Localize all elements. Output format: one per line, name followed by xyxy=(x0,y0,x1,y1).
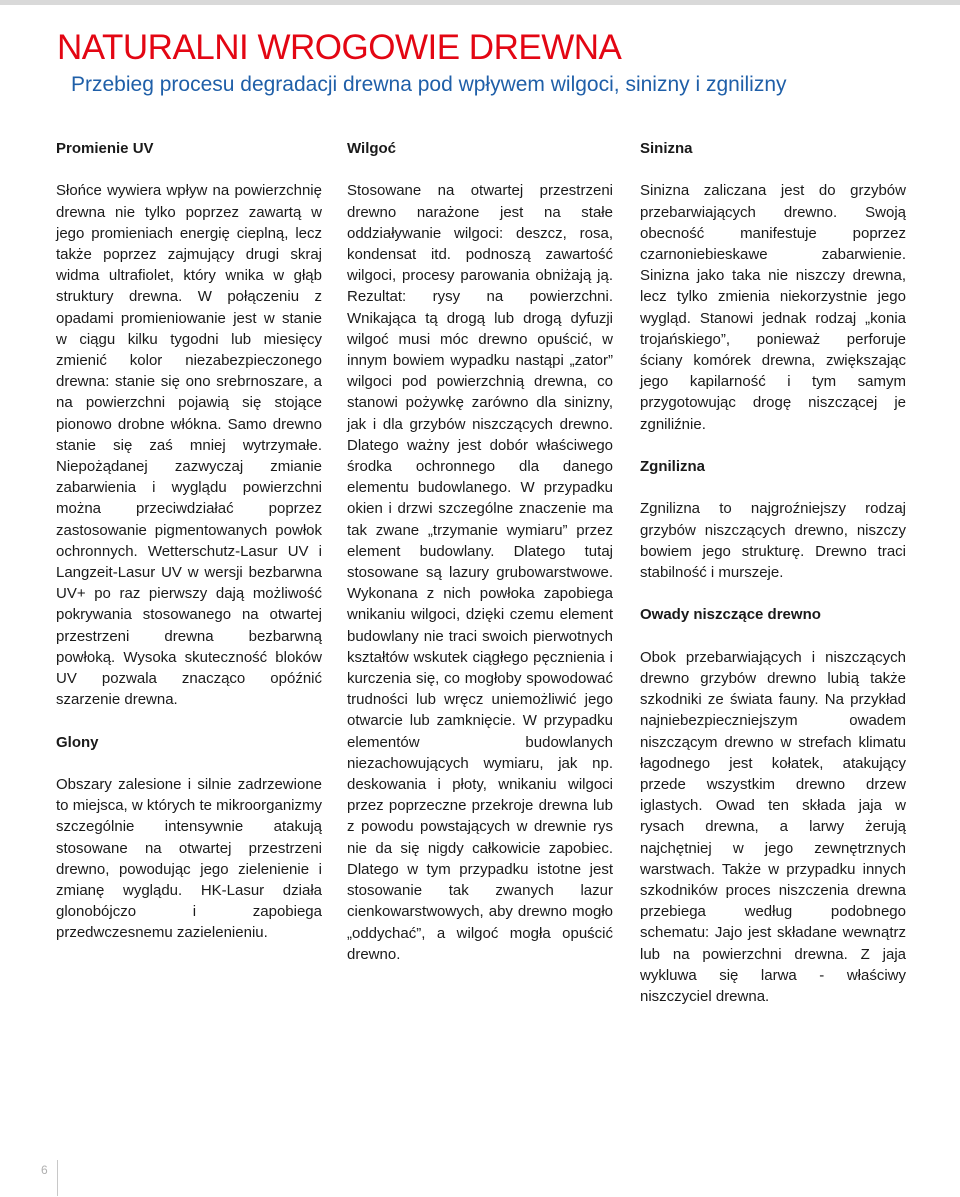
paragraph-zgnilizna: Zgnilizna to najgroźniejszy rodzaj grzybów niszczących drewno, niszczy bowiem jego strukturę. Drewno traci stabilność i murszeje. xyxy=(640,500,906,582)
page-subtitle: Przebieg procesu degradacji drewna pod wpływem wilgoci, sinizny i zgnilizny xyxy=(71,73,787,96)
heading-glony: Glony xyxy=(56,733,99,751)
heading-sinizna: Sinizna xyxy=(640,140,693,157)
paragraph-owady: Obok przebarwiających i niszczących drewno grzybów drewno lubią także szkodniki ze świata fauny. Na przykład najniebezpieczniejszym owadem niszczącym drewno w strefach klimatu łagodnego jest kołatek, atakujący przede wszystkim drewno drzew iglastych. Owad ten składa jaja w rysach drewna, a larwy żerują najchętniej w jego zewnętrznych warstwach. Także w przypadku innych szkodników proces niszczenia drewna przebiega według podobnego schematu: Jajo jest składane wewnątrz lub na powierzchni drewna. Z jaja wykluwa się larwa - właściwy niszczyciel drewna. xyxy=(640,648,906,1006)
heading-owady: Owady niszczące drewno xyxy=(640,606,821,624)
column-2 xyxy=(347,138,613,986)
paragraph-uv: Słońce wywiera wpływ na powierzchnię drewna nie tylko poprzez zawartą w jego promieniach energię cieplną, lecz także poprzez zajmujący drugi skraj widma ultrafiolet, który wnika w głąb struktury drewna. W połączeniu z opadami promieniowanie jest w stanie w ciągu kilku tygodni lub miesięcy zmienić kolor niezabezpieczonego drewna: stanie się ono srebrnoszare, a na powierzchni pojawią się stojące pionowo drobne włókna. Samo drewno stanie się zaś mniej wytrzymałe. Niepożądanej zazwyczaj zmianie zabarwienia i wyglądu powierzchni można przeciwdziałać poprzez zastosowanie pigmentowanych powłok ochronnych. Wetterschutz-Lasur UV i Langzeit-Lasur UV w wersji bezbarwna UV+ po raz pierwszy dają możliwość pokrywania stosowanego na otwartej przestrzeni drewna bezbarwną powłoką. Wysoka skuteczność bloków UV pozwala znacząco opóźnić szarzenie drewna. xyxy=(56,182,322,709)
heading-zgnilizna: Zgnilizna xyxy=(640,458,705,476)
heading-uv: Promienie UV xyxy=(56,140,154,157)
page-title: NATURALNI WROGOWIE DREWNA xyxy=(57,28,622,67)
column-3 xyxy=(640,138,906,1028)
paragraph-sinizna: Sinizna zaliczana jest do grzybów przebarwiających drewno. Swoją obecność manifestuje poprzez czarnoniebieskawe zabarwienie. Sinizna jako taka nie niszczy drewna, lecz tylko zmienia niekorzystnie jego wygląd. Stanowi jednak rodzaj „konia trojańskiego”, ponieważ perforuje ściany komórek drewna, zwiększając jego kapilarność i tym samym przygotowując drogę niszczącej je zgniliźnie. xyxy=(640,182,906,433)
top-rule xyxy=(0,0,960,5)
page-number-rule xyxy=(57,1160,58,1196)
heading-wilgoc: Wilgoć xyxy=(347,140,397,157)
paragraph-glony: Obszary zalesione i silnie zadrzewione to miejsca, w których te mikroorganizmy szczególnie intensywnie atakują stosowane na otwartej przestrzeni drewno, powodując jego zielenienie i zmianę wyglądu. HK-Lasur działa glonobójczo i zapobiega przedwczesnemu zazielenieniu. xyxy=(56,776,322,942)
paragraph-wilgoc: Stosowane na otwartej przestrzeni drewno narażone jest na stałe oddziaływanie wilgoci: deszcz, rosa, kondensat itd. podnoszą zawartość wilgoci, procesy parowania obniżają ją. Rezultat: rysy na powierzchni. Wnikająca tą drogą lub drogą dyfuzji wilgoć musi móc drewno opuścić, w innym bowiem wypadku nastąpi „zator” wilgoci pod powierzchnią drewna, co stanowi pożywkę zarówno dla sinizny, jak i dla grzybów niszczących drewno. Dlatego ważny jest dobór właściwego środka ochronnego dla danego elementu budowlanego. W przypadku okien i drzwi szczególne znaczenie ma tak zwane „trzymanie wymiaru” przez element budowlany. Dlatego tutaj stosowane są lazury grubowarstwowe. Wykonana z nich powłoka zapobiega wnikaniu wilgoci, dzięki czemu element budowlany nie traci swoich pierwotnych kształtów wskutek ciągłego pęcznienia i kurczenia się, co mogłoby spowodować trudności lub wręcz uniemożliwić jego otwarcie lub zamknięcie. W przypadku elementów budowlanych niezachowujących wymiaru, jak np. deskowania i płoty, wnikaniu wilgoci przez poprzeczne przekroje drewna lub z powodu powstających w drewnie rys nie da się nigdy całkowicie zapobiec. Dlatego w tym przypadku istotne jest stosowanie tak zwanych lazur cienkowarstwowych, aby drewno mogło „oddychać”, a wilgoć mogła opuścić drewno. xyxy=(347,182,613,963)
page-number: 6 xyxy=(41,1163,48,1177)
column-1 xyxy=(56,138,322,965)
